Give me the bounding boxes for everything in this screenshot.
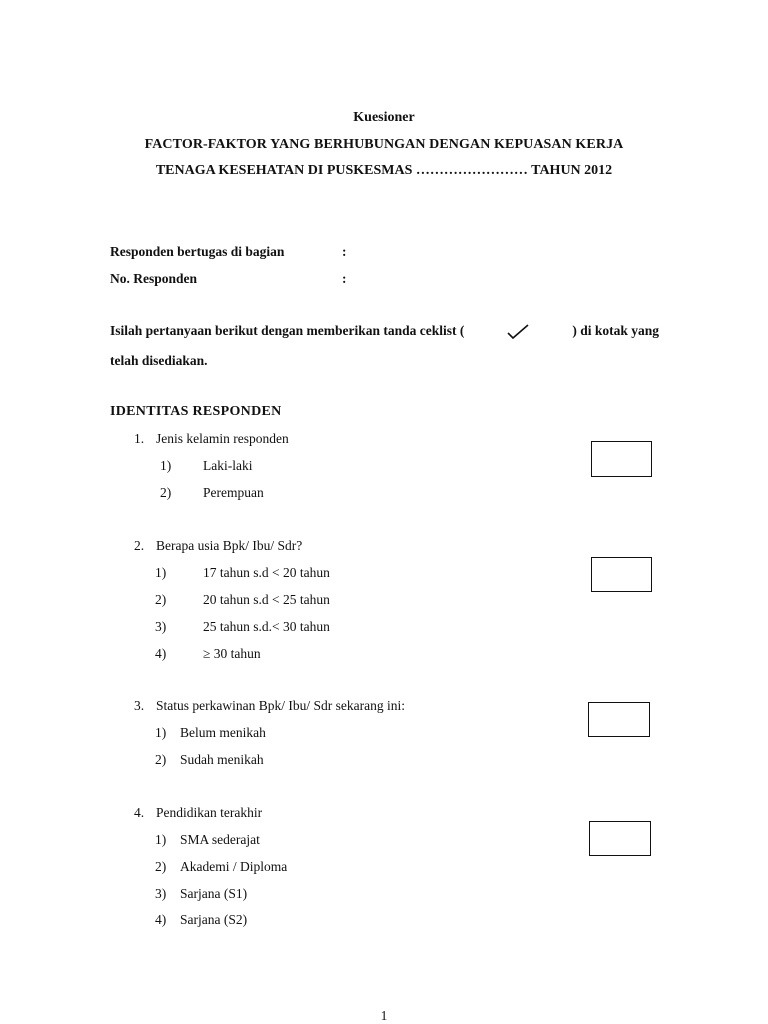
section-title: IDENTITAS RESPONDEN [110, 404, 282, 419]
document-subtitle-line2: TENAGA KESEHATAN DI PUSKESMAS …………………… TAHUN 2012 [155, 163, 613, 178]
question-number: 3. [134, 698, 145, 713]
instruction-line1 [110, 323, 659, 345]
answer-box-q1[interactable] [591, 441, 652, 477]
field-label-respondent-no: No. Responden [110, 271, 198, 286]
answer-box-q3[interactable] [588, 702, 650, 737]
checkmark-icon [506, 323, 530, 345]
instruction-line2: telah disediakan. [110, 353, 208, 368]
question-text: Pendidikan terakhir [156, 805, 263, 820]
option-text: SMA sederajat [180, 832, 260, 847]
field-colon-respondent-no: : [342, 271, 347, 286]
option-text: 20 tahun s.d < 25 tahun [203, 592, 330, 607]
option-number: 2) [155, 592, 167, 607]
instruction-text-before: Isilah pertanyaan berikut dengan memberikan tanda ceklist ( [110, 323, 465, 338]
answer-box-q2[interactable] [591, 557, 652, 592]
option-text: 17 tahun s.d < 20 tahun [203, 565, 330, 580]
option-text: 25 tahun s.d.< 30 tahun [203, 619, 330, 634]
question-number: 2. [134, 538, 145, 553]
question-text: Jenis kelamin responden [156, 431, 289, 446]
document-subtitle-line1: FACTOR-FAKTOR YANG BERHUBUNGAN DENGAN KEPUASAN KERJA [144, 137, 624, 152]
option-text: ≥ 30 tahun [203, 646, 261, 661]
question-text: Status perkawinan Bpk/ Ibu/ Sdr sekarang ini: [156, 698, 405, 713]
option-text: Belum menikah [180, 725, 266, 740]
field-label-department: Responden bertugas di bagian [110, 244, 285, 259]
option-number: 2) [160, 485, 172, 500]
option-number: 3) [155, 619, 167, 634]
option-text: Laki-laki [203, 458, 253, 473]
option-text: Sarjana (S1) [180, 886, 248, 901]
option-number: 1) [155, 832, 167, 847]
option-number: 2) [155, 752, 167, 767]
answer-box-q4[interactable] [589, 821, 651, 856]
option-number: 1) [155, 565, 167, 580]
instruction-text-after: ) di kotak yang [572, 323, 659, 338]
document-title: Kuesioner [353, 110, 415, 125]
option-text: Akademi / Diploma [180, 859, 288, 874]
question-text: Berapa usia Bpk/ Ibu/ Sdr? [156, 538, 303, 553]
option-text: Perempuan [203, 485, 264, 500]
option-number: 4) [155, 912, 167, 927]
page-number: 1 [380, 1008, 388, 1023]
option-number: 4) [155, 646, 167, 661]
question-number: 1. [134, 431, 145, 446]
option-number: 1) [160, 458, 172, 473]
question-number: 4. [134, 805, 145, 820]
field-colon-department: : [342, 244, 347, 259]
option-number: 3) [155, 886, 167, 901]
option-number: 2) [155, 859, 167, 874]
option-number: 1) [155, 725, 167, 740]
option-text: Sudah menikah [180, 752, 264, 767]
option-text: Sarjana (S2) [180, 912, 248, 927]
